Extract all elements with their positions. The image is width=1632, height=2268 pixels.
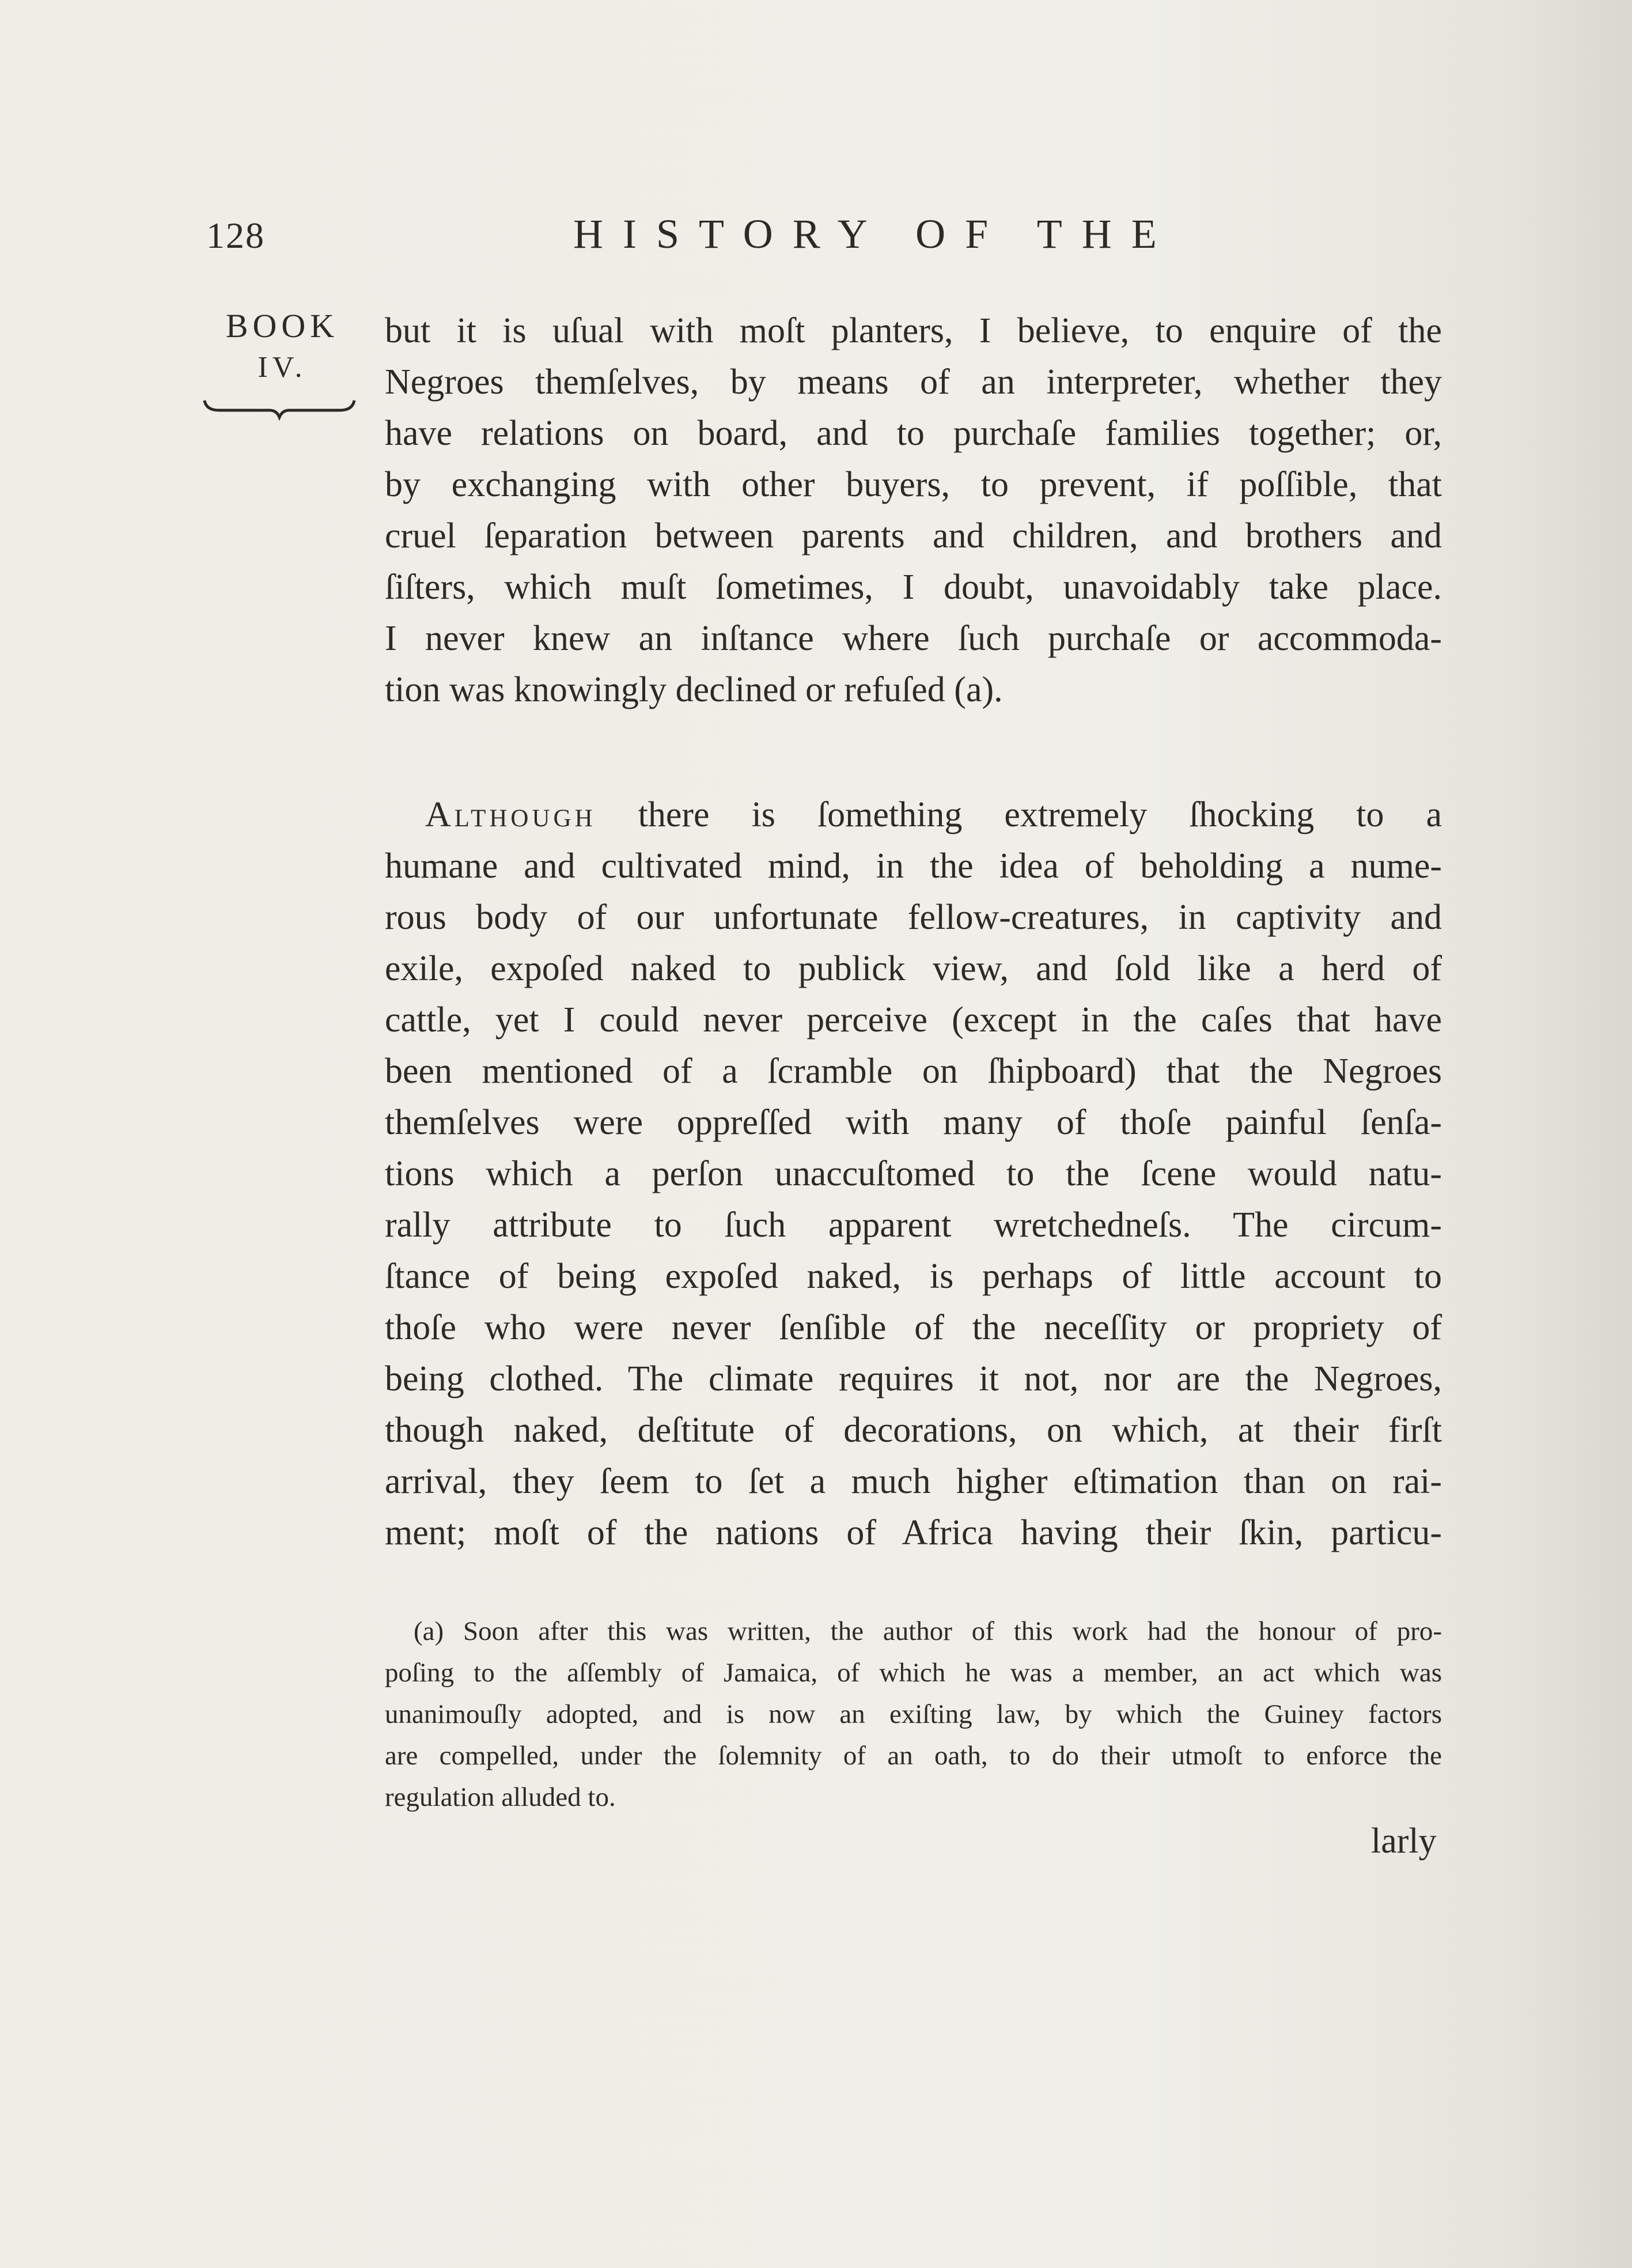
text-line: ment; moſt of the nations of Africa having their ſkin, particu- [385,1513,1442,1552]
text-line: been mentioned of a ſcramble on ſhipboard) that the Negroes [385,1052,1442,1091]
footnote-line: (a) Soon after this was written, the author of this work had the honour of pro- [414,1616,1442,1646]
text-line: but it is uſual with moſt planters, I believe, to enquire of the [385,311,1442,350]
text-line: cattle, yet I could never perceive (except in the caſes that have [385,1000,1442,1040]
footnote-line: poſing to the aſſembly of Jamaica, of which he was a member, an act which was [385,1658,1442,1688]
text-line: humane and cultivated mind, in the idea of beholding a nume- [385,846,1442,886]
text-line: rally attribute to ſuch apparent wretchedneſs. The circum- [385,1205,1442,1245]
text-line: exile, expoſed naked to publick view, and ſold like a herd of [385,949,1442,988]
page-number: 128 [206,215,265,256]
text-line: I never knew an inſtance where ſuch purchaſe or accommoda- [385,619,1442,658]
text-line: cruel ſeparation between parents and children, and brothers and [385,516,1442,555]
text-line: rous body of our unfortunate fellow-creatures, in captivity and [385,898,1442,937]
body-text [385,305,1442,1559]
footnote-line: are compelled, under the ſolemnity of an oath, to do their utmoſt to enforce the [385,1741,1442,1771]
text-line: tion was knowingly declined or refuſed (a). [385,670,1003,709]
margin-note [207,305,357,388]
paragraph-lead-word: Although [425,795,596,834]
text-line: though naked, deſtitute of decorations, on which, at their firſt [385,1411,1442,1450]
text-line: themſelves were oppreſſed with many of thoſe painful ſenſa- [385,1103,1442,1142]
text-line: by exchanging with other buyers, to prevent, if poſſible, that [385,465,1442,504]
footnote-line: regulation alluded to. [385,1782,616,1812]
brace-ornament [202,398,357,421]
text-line-rest: there is ſomething extremely ſhocking to a [596,795,1442,834]
margin-volume-label: IV. [258,351,307,384]
text-line: thoſe who were never ſenſible of the neceſſity or propriety of [385,1308,1442,1347]
text-line: tions which a perſon unaccuſtomed to the ſcene would natu- [385,1154,1442,1193]
footnote [385,1611,1442,1818]
text-line: arrival, they ſeem to ſet a much higher eſtimation than on rai- [385,1462,1442,1501]
footnote-line: unanimouſly adopted, and is now an exiſting law, by which the Guiney factors [385,1699,1442,1729]
margin-book-label: BOOK [225,307,339,345]
text-line-first [385,789,1442,841]
paragraph-2 [385,789,1442,1559]
text-line: being clothed. The climate requires it not, nor are the Negroes, [385,1359,1442,1398]
paragraph-1 [385,305,1442,716]
text-line: ſiſters, which muſt ſometimes, I doubt, unavoidably take place. [385,568,1442,607]
text-line: ſtance of being expoſed naked, is perhaps of little account to [385,1257,1442,1296]
catchword: larly [1371,1821,1437,1861]
text-line: Negroes themſelves, by means of an interpreter, whether they [385,362,1442,402]
text-line: have relations on board, and to purchaſe families together; or, [385,414,1442,453]
running-title: HISTORY OF THE [573,211,1176,257]
